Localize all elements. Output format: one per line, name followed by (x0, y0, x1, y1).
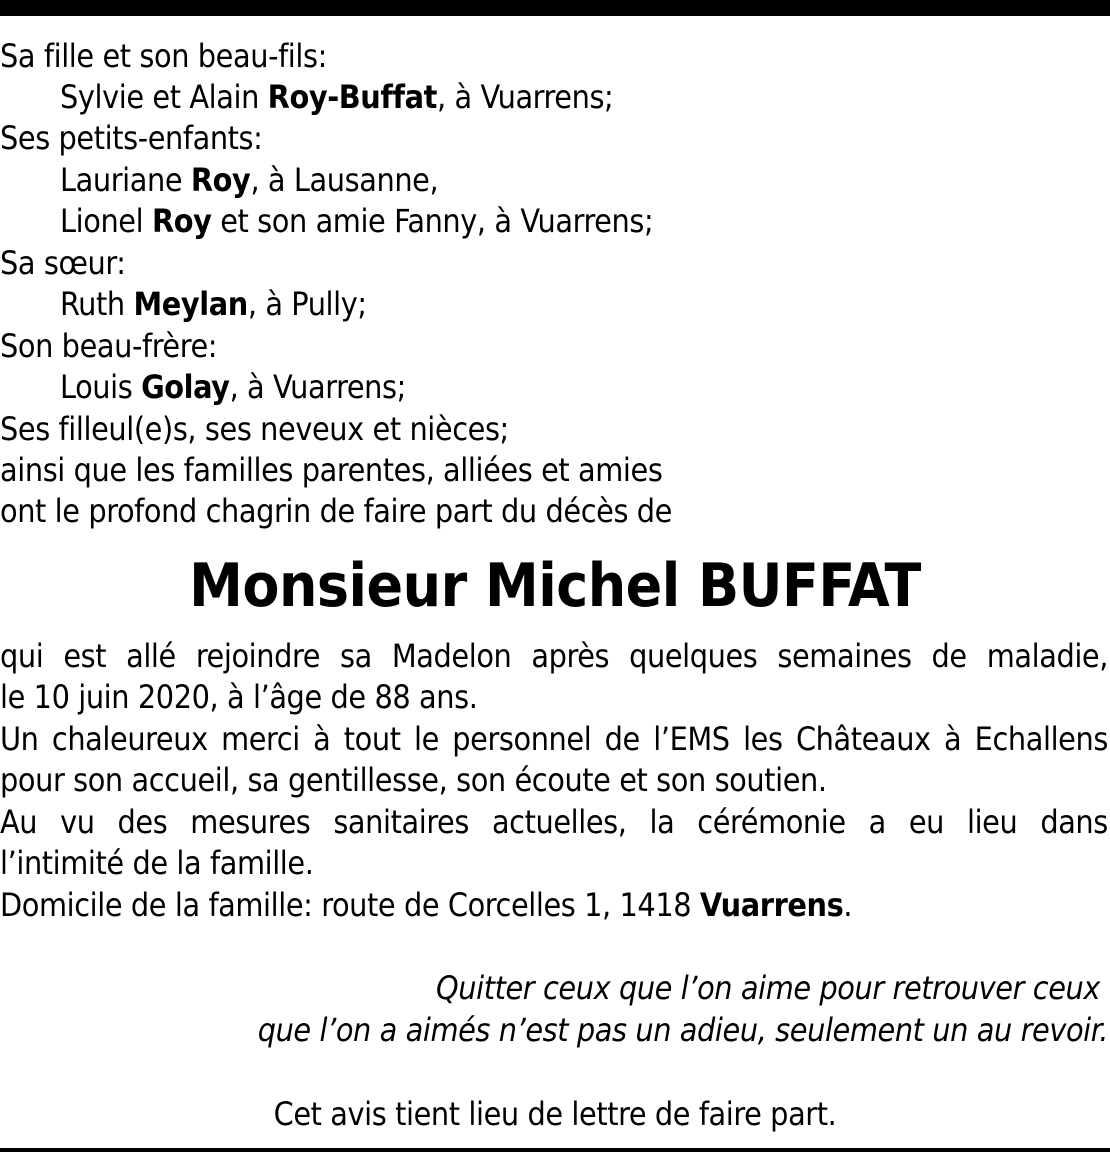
relatives-heading-brother-in-law: Son beau-frère: (0, 327, 218, 365)
body-line: le 10 juin 2020, à l’âge de 88 ans. (0, 678, 478, 716)
quote-line: que l’on a aimés n’est pas un adieu, seulement un au revoir. (257, 1011, 1108, 1049)
footer-note: Cet avis tient lieu de lettre de faire part. (273, 1095, 837, 1133)
relative-entry: Sylvie et Alain Roy-Buffat, à Vuarrens; (60, 78, 614, 116)
relative-entry: Lionel Roy et son amie Fanny, à Vuarrens; (60, 202, 654, 240)
relatives-heading-sister: Sa sœur: (0, 244, 126, 282)
relative-surname: Golay (141, 368, 230, 406)
relatives-heading-daughter: Sa fille et son beau-fils: (0, 37, 327, 75)
body-line: pour son accueil, sa gentillesse, son écoute et son soutien. (0, 761, 827, 799)
relatives-godchildren: Ses filleul(e)s, ses neveux et nièces; (0, 410, 509, 448)
relatives-families: ainsi que les familles parentes, alliées et amies (0, 451, 663, 489)
body-line: l’intimité de la famille. (0, 844, 314, 882)
bottom-rule (0, 1148, 1110, 1152)
body-line: qui est allé rejoindre sa Madelon après quelques semaines de maladie, (0, 637, 1108, 675)
relative-surname: Roy (190, 161, 251, 199)
relative-surname: Meylan (133, 285, 248, 323)
relative-entry: Louis Golay, à Vuarrens; (60, 368, 406, 406)
announcement-intro: ont le profond chagrin de faire part du décès de (0, 492, 673, 530)
body-line: Au vu des mesures sanitaires actuelles, la cérémonie a eu lieu dans (0, 803, 1108, 841)
relative-surname: Roy (151, 202, 212, 240)
relative-surname: Roy-Buffat (267, 78, 438, 116)
deceased-name: Monsieur Michel BUFFAT (189, 551, 921, 621)
domicile-town: Vuarrens (699, 886, 844, 924)
top-rule (0, 0, 1110, 16)
body-line: Un chaleureux merci à tout le personnel de l’EMS les Châteaux à Echallens (0, 720, 1108, 758)
relative-entry: Lauriane Roy, à Lausanne, (60, 161, 439, 199)
relative-entry: Ruth Meylan, à Pully; (60, 285, 367, 323)
quote-line: Quitter ceux que l’on aime pour retrouver ceux (436, 969, 1100, 1007)
domicile-line: Domicile de la famille: route de Corcelles 1, 1418 Vuarrens. (0, 886, 853, 924)
relatives-heading-grandchildren: Ses petits-enfants: (0, 119, 263, 157)
